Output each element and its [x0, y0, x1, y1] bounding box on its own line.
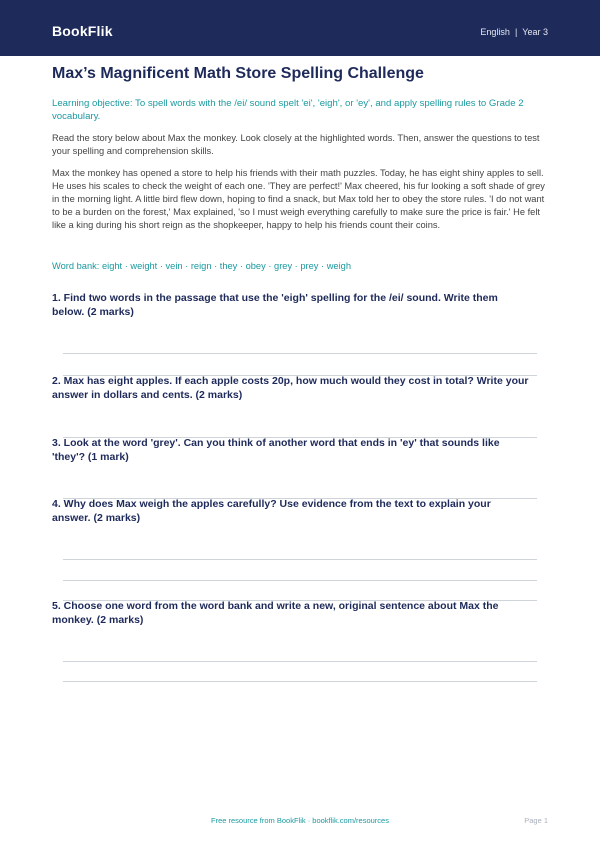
brand-logo-text[interactable]: BookFlik	[52, 23, 113, 39]
answer-line[interactable]	[63, 580, 537, 581]
learning-objective: Learning objective: To spell words with the /ei/ sound spelt 'ei', 'eigh', or 'ey', and apply spelling rules to Grade 2 vocabulary.	[52, 98, 524, 122]
question-3: 3. Look at the word 'grey'. Can you think of another word that ends in 'ey' that sounds like 'they'? (1 mark)	[52, 437, 500, 463]
answer-line[interactable]	[63, 559, 537, 560]
question-4: 4. Why does Max weigh the apples carefully? Use evidence from the text to explain your answer. (2 marks)	[52, 498, 491, 524]
question-1: 1. Find two words in the passage that use the 'eigh' spelling for the /ei/ sound. Write them below. (2 marks)	[52, 292, 498, 318]
question-5: 5. Choose one word from the word bank and write a new, original sentence about Max the monkey. (2 marks)	[52, 600, 499, 626]
year-label: Year 3	[522, 27, 548, 37]
word-bank: Word bank: eight · weight · vein · reign · they · obey · grey · prey · weigh	[52, 261, 352, 271]
answer-line[interactable]	[63, 600, 537, 601]
intro-text: Read the story below about Max the monkey. Look closely at the highlighted words. Then, answer the questions to test your spelling and comprehension skills.	[52, 133, 540, 156]
story-passage: Max the monkey has opened a store to help his friends with their math puzzles. Today, he has eight shiny apples to sell. He uses his scales to check the weight of each one. 'They are perfect!' Max cheered, his fur looking a soft shade of grey in the morning light. A little bird flew down, hoping to find a snack, but Max told her to obey the store rules. 'I do not want to be a burden on the forest,' Max explained, 'so I must weigh everything carefully to make sure the price is fair.' He felt like a king during his short reign as the shopkeeper, happy to help his friends count their coins.	[52, 168, 545, 230]
page-number: Page 1	[524, 816, 548, 825]
answer-line[interactable]	[63, 661, 537, 662]
answer-line[interactable]	[63, 353, 537, 354]
subject-label: English	[480, 27, 510, 37]
header-bar	[0, 0, 600, 56]
answer-line[interactable]	[63, 498, 537, 499]
meta-separator: |	[514, 27, 518, 37]
header-meta	[480, 27, 548, 37]
page-title: Max’s Magnificent Math Store Spelling Challenge	[52, 65, 424, 82]
answer-line[interactable]	[63, 681, 537, 682]
answer-line[interactable]	[63, 375, 537, 376]
question-2: 2. Max has eight apples. If each apple costs 20p, how much would they cost in total? Write your answer in dollars and cents. (2 marks)	[52, 375, 529, 401]
footer-credit[interactable]: Free resource from BookFlik · bookflik.com/resources	[211, 816, 389, 825]
answer-line[interactable]	[63, 437, 537, 438]
